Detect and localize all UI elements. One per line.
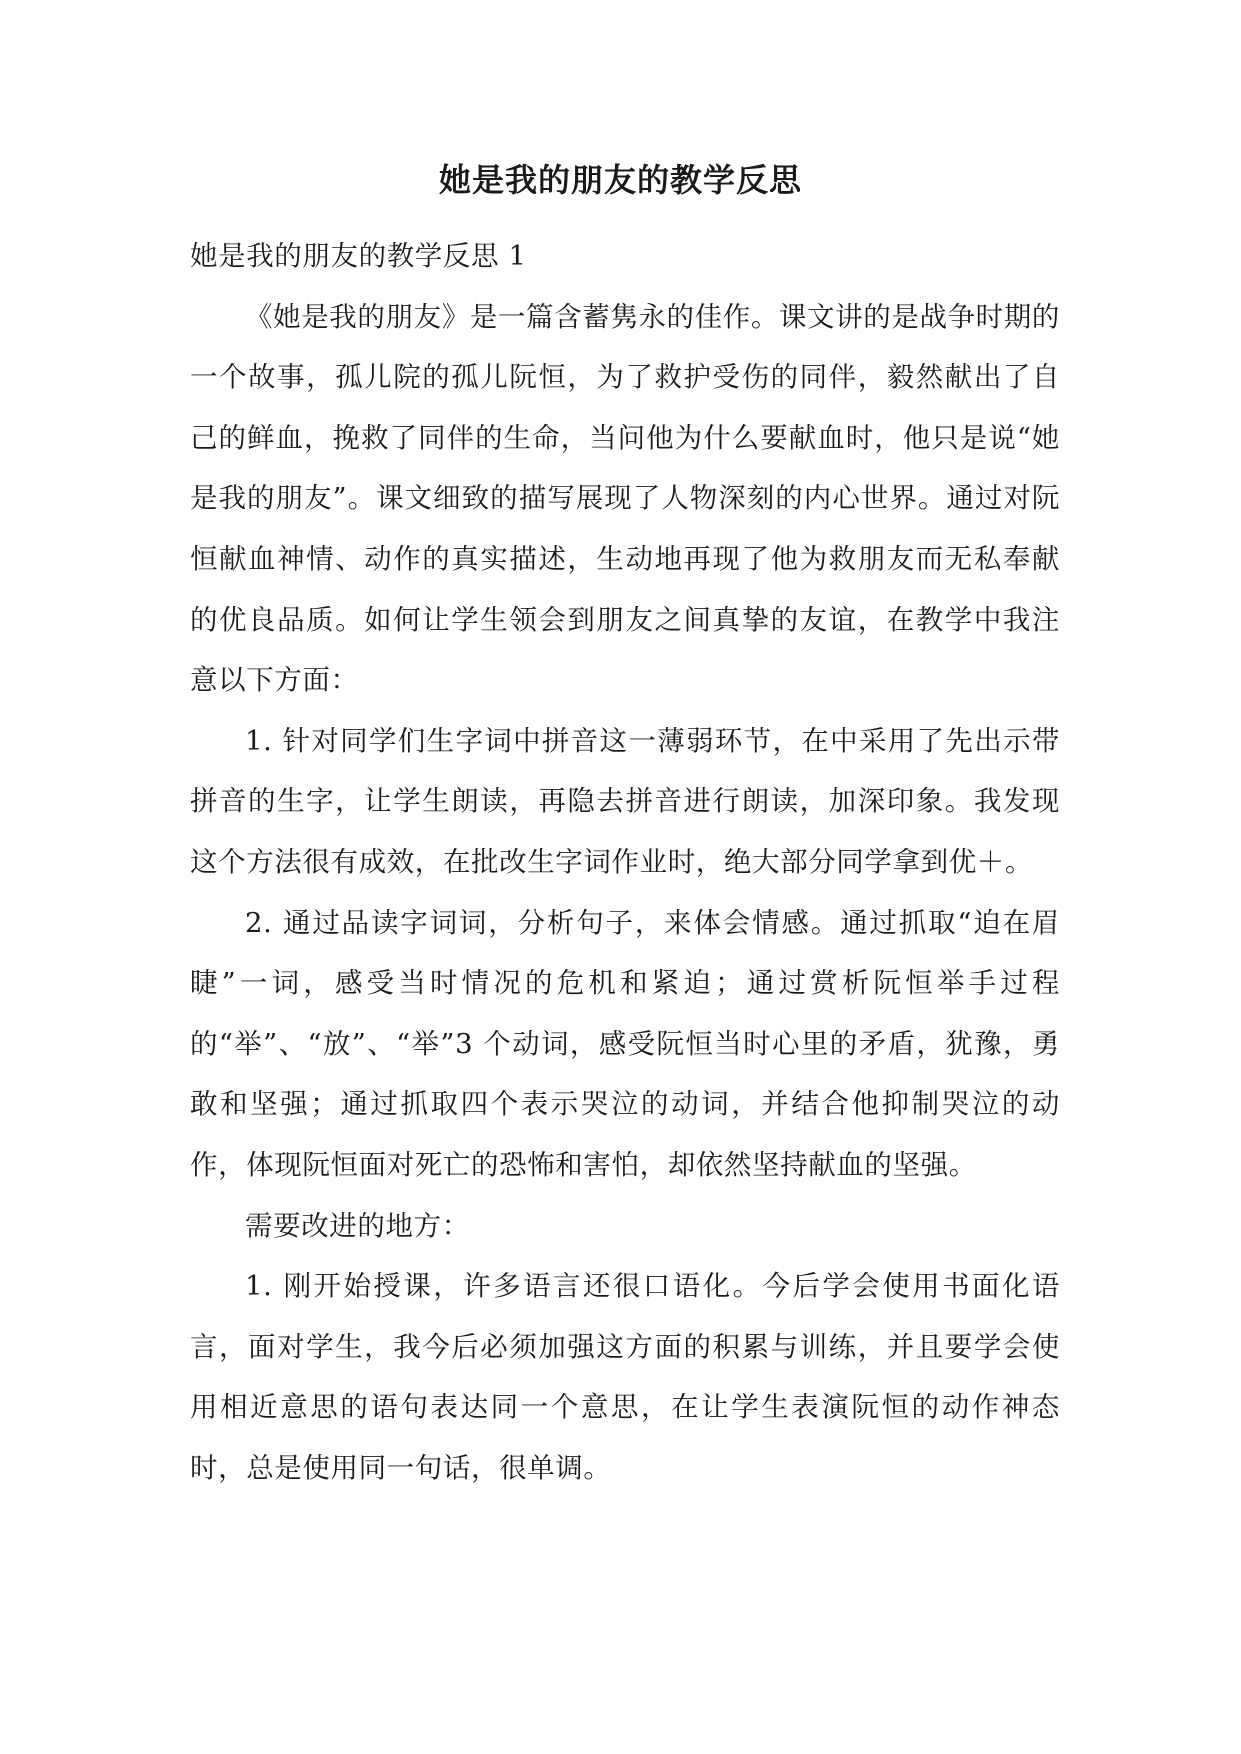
intro-paragraph: 《她是我的朋友》是一篇含蓄隽永的佳作。课文讲的是战争时期的一个故事，孤儿院的孤儿阮恒，为了救护受伤的同伴，毅然献出了自己的鲜血，挽救了同伴的生命，当问他为什么要献血时，他只是说“她是我的朋友”。课文细致的描写展现了人物深刻的内心世界。通过对阮恒献血神情、动作的真实描述，生动地再现了他为救朋友而无私奉献的优良品质。如何让学生领会到朋友之间真挚的友谊，在教学中我注意以下方面： xyxy=(190,300,1060,697)
document-body xyxy=(190,226,1060,1498)
point-2-paragraph: 2. 通过品读字词词，分析句子，来体会情感。通过抓取“迫在眉睫”一词，感受当时情况的危机和紧迫；通过赏析阮恒举手过程的“举”、“放”、“举”3 个动词，感受阮恒当时心里的矛盾，犹豫，勇敢和坚强；通过抓取四个表示哭泣的动词，并结合他抑制哭泣的动作，体现阮恒面对死亡的恐怖和害怕，却依然坚持献血的坚强。 xyxy=(190,906,1060,1181)
improvement-1-paragraph: 1. 刚开始授课，许多语言还很口语化。今后学会使用书面化语言，面对学生，我今后必须加强这方面的积累与训练，并且要学会使用相近意思的语句表达同一个意思，在让学生表演阮恒的动作神态时，总是使用同一句话，很单调。 xyxy=(190,1270,1060,1484)
document-title: 她是我的朋友的教学反思 xyxy=(438,161,802,199)
improvement-heading: 需要改进的地方： xyxy=(245,1209,470,1242)
section-heading: 她是我的朋友的教学反思 1 xyxy=(190,240,527,272)
point-1-paragraph: 1. 针对同学们生字词中拼音这一薄弱环节，在中采用了先出示带拼音的生字，让学生朗读，再隐去拼音进行朗读，加深印象。我发现这个方法很有成效，在批改生字词作业时，绝大部分同学拿到优＋。 xyxy=(190,724,1060,878)
